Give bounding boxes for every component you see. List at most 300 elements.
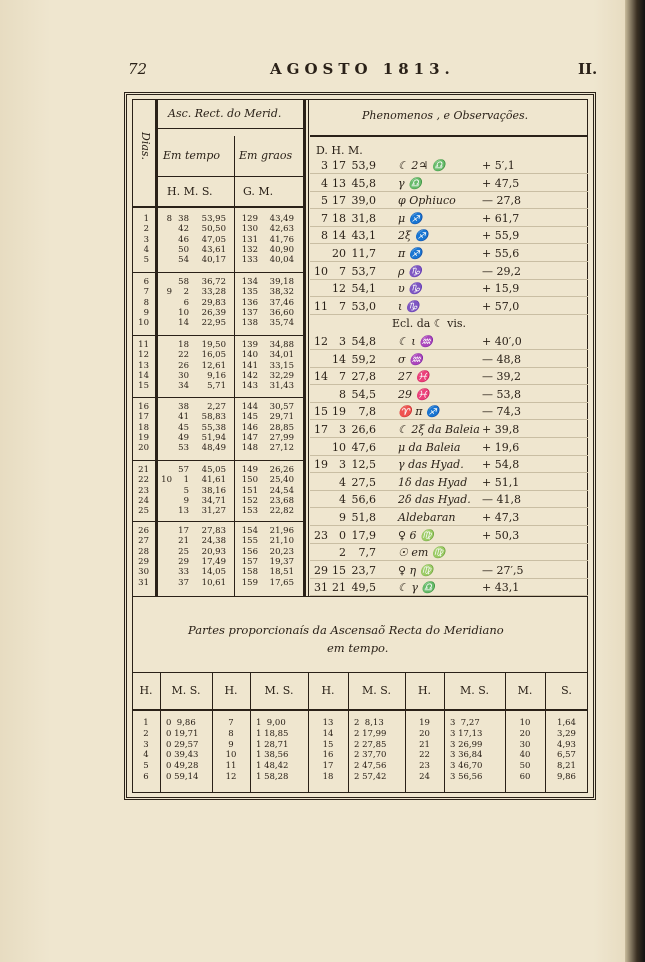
degree-minute-value: 27,12	[269, 443, 294, 454]
lower-ms-value: 1 18,85	[256, 728, 289, 739]
second-value: 41,61	[201, 475, 226, 486]
phen-description: ☾ γ ♎	[398, 581, 436, 595]
phen-hour: 9	[339, 511, 346, 524]
day-number: 3	[143, 234, 149, 245]
phen-description: ι ♑	[398, 299, 420, 313]
lower-index-value: 5	[143, 761, 149, 772]
degree-value: 136	[241, 297, 258, 308]
minute-value: 26	[178, 360, 189, 371]
lower-index-value: 1,64	[557, 718, 576, 728]
day-number: 16	[138, 402, 149, 412]
phen-minute: 27,8	[351, 370, 376, 384]
degree-value: 151	[241, 485, 258, 496]
phen-row-rule	[310, 314, 588, 315]
group-separator	[132, 460, 304, 461]
degree-value: 159	[241, 577, 258, 588]
second-value: 58,83	[201, 412, 226, 423]
minute-value: 53	[178, 443, 189, 454]
second-value: 22,95	[201, 318, 226, 329]
phen-minute: 49,5	[351, 581, 376, 595]
minute-value: 42	[178, 224, 189, 235]
degree-value: 148	[241, 443, 258, 454]
phen-hour: 4	[339, 475, 346, 489]
phen-description: φ Ophiuco	[398, 194, 456, 208]
degree-minute-value: 34,01	[269, 350, 294, 361]
lower-col-divider	[348, 672, 349, 793]
degree-value: 145	[241, 412, 258, 423]
lower-index-value: 3,29	[557, 728, 576, 739]
phen-value: — 53,8	[482, 387, 521, 401]
phen-description: ☾ 2ξ da Baleia	[398, 423, 480, 436]
day-number: 19	[138, 432, 149, 443]
degree-minute-value: 36,60	[269, 307, 294, 318]
phen-minute: 53,7	[351, 264, 376, 278]
degree-value: 147	[241, 432, 258, 443]
hour-value: 10	[161, 475, 172, 486]
phen-value: — 29,2	[482, 264, 521, 278]
lower-ms-value: 3 26,99	[450, 739, 483, 750]
phen-value: + 55,9	[482, 229, 520, 243]
degree-value: 139	[241, 340, 258, 350]
phen-minute: 54,1	[351, 282, 376, 296]
lower-ms-value: 2 8,13	[354, 718, 384, 728]
phen-day: 31	[314, 581, 328, 595]
phen-hour: 7	[339, 370, 346, 384]
second-value: 53,95	[201, 214, 226, 224]
second-value: 2,27	[207, 402, 226, 412]
phen-hour: 17	[332, 159, 346, 172]
minute-value: 49	[178, 432, 189, 443]
phen-value: — 27′,5	[482, 563, 524, 577]
degree-value: 140	[241, 350, 258, 361]
phen-minute: 23,7	[351, 563, 376, 577]
degree-minute-value: 40,90	[269, 244, 294, 255]
rule-hms-top	[157, 176, 303, 177]
minute-value: 46	[178, 234, 189, 245]
phen-description: μ ♐	[398, 211, 423, 225]
phen-description: ρ ♑	[398, 264, 422, 278]
divider-asc-phen	[303, 99, 306, 597]
degree-value: 130	[241, 224, 258, 235]
em-tempo-label: Em tempo	[163, 149, 220, 162]
lower-ms-value: 1 58,28	[256, 772, 289, 782]
lower-title-line2: em tempo.	[327, 641, 389, 655]
second-value: 19,50	[201, 340, 226, 350]
lower-col-header: M. S.	[264, 684, 294, 697]
lower-index-value: 13	[322, 718, 334, 728]
lower-index-value: 16	[322, 750, 334, 761]
dias-label: Dias.	[139, 132, 152, 161]
minute-value: 57	[178, 465, 189, 475]
degree-minute-value: 33,15	[269, 360, 294, 371]
phen-minute: 53,0	[351, 299, 376, 313]
minute-value: 25	[178, 546, 189, 557]
phen-value: + 51,1	[482, 475, 520, 489]
phen-description: Ecl. da ☾ vis.	[392, 317, 467, 331]
day-number: 25	[138, 506, 149, 517]
phen-description: ☾ ι ♒	[398, 335, 433, 348]
day-number: 11	[138, 340, 149, 350]
phen-minute: 27,5	[351, 475, 376, 489]
phen-day: 23	[314, 528, 328, 542]
lower-index-value: 15	[322, 739, 334, 750]
phen-day: 10	[314, 264, 328, 278]
lower-index-value: 9	[228, 739, 234, 750]
lower-ms-value: 3 36,84	[450, 750, 483, 761]
minute-value: 5	[183, 485, 189, 496]
second-value: 55,38	[201, 422, 226, 433]
group-separator	[132, 397, 304, 398]
degree-value: 154	[241, 526, 258, 536]
degree-minute-value: 28,85	[269, 422, 294, 433]
second-value: 10,61	[201, 577, 226, 588]
phen-minute: 43,1	[351, 229, 376, 243]
second-value: 40,17	[201, 255, 226, 266]
phen-row-rule	[310, 349, 588, 350]
page-title: AGOSTO 1813.	[270, 60, 455, 78]
degree-value: 135	[241, 287, 258, 298]
day-number: 14	[138, 370, 149, 381]
minute-value: 2	[183, 287, 189, 298]
phen-hour: 7	[339, 264, 346, 278]
second-value: 50,50	[201, 224, 226, 235]
lower-index-value: 9,86	[557, 772, 576, 782]
phen-hour: 3	[339, 335, 346, 348]
phen-hour: 10	[332, 440, 346, 454]
degree-minute-value: 22,82	[269, 506, 294, 517]
phen-minute: 17,9	[351, 528, 376, 542]
lower-ms-value: 2 27,85	[354, 739, 387, 750]
phen-row-rule	[310, 595, 588, 596]
phen-hour: 3	[339, 423, 346, 436]
day-number: 21	[138, 465, 149, 475]
degree-value: 131	[241, 234, 258, 245]
degree-minute-value: 21,10	[269, 536, 294, 547]
phen-hour: 13	[332, 176, 346, 190]
lower-ms-value: 0 49,28	[166, 761, 199, 772]
degree-minute-value: 24,54	[269, 485, 294, 496]
lower-ms-value: 1 38,56	[256, 750, 289, 761]
lower-index-value: 20	[519, 728, 531, 739]
phen-description: ♀ η ♍	[398, 563, 434, 577]
phen-description: γ ♎	[398, 176, 422, 190]
degree-value: 144	[241, 402, 258, 412]
degree-value: 132	[241, 244, 258, 255]
divider-days	[155, 99, 158, 597]
phen-hour: 12	[332, 282, 346, 296]
phen-day: 3	[321, 159, 328, 172]
phen-row-rule	[310, 367, 588, 368]
lower-ms-value: 0 59,14	[166, 772, 199, 782]
lower-ms-value: 3 7,27	[450, 718, 480, 728]
day-number: 6	[143, 277, 149, 287]
phen-day: 29	[314, 563, 328, 577]
lower-col-header: H.	[321, 684, 335, 697]
minute-value: 17	[178, 526, 189, 536]
degree-minute-value: 37,46	[269, 297, 294, 308]
dhm-label: D. H. M.	[316, 144, 363, 157]
day-number: 9	[143, 307, 149, 318]
phen-row-rule	[310, 490, 588, 491]
second-value: 24,38	[201, 536, 226, 547]
phen-minute: 56,6	[351, 493, 376, 507]
phen-description: 27 ♓	[398, 370, 430, 384]
minute-value: 50	[178, 244, 189, 255]
lower-index-value: 18	[322, 772, 334, 782]
phen-row-rule	[310, 472, 588, 473]
rule-phen-header	[310, 135, 588, 137]
divider-asc-phen-2	[308, 99, 309, 597]
lower-ms-value: 2 17,99	[354, 728, 387, 739]
phen-description: Aldebaran	[398, 511, 456, 524]
second-value: 12,61	[201, 360, 226, 371]
degree-minute-value: 21,96	[269, 526, 294, 536]
phen-value: + 47,3	[482, 511, 520, 524]
day-number: 4	[143, 244, 149, 255]
book-spine	[625, 0, 645, 962]
minute-value: 37	[178, 577, 189, 588]
phen-minute: 11,7	[351, 247, 376, 260]
phen-description: υ ♑	[398, 282, 422, 296]
phen-hour: 14	[332, 352, 346, 366]
degree-minute-value: 27,99	[269, 432, 294, 443]
lower-ms-value: 1 28,71	[256, 739, 289, 750]
header-right-mark: II.	[578, 60, 598, 78]
second-value: 43,61	[201, 244, 226, 255]
lower-col-header: H.	[417, 684, 432, 697]
lower-ms-value: 1 48,42	[256, 761, 289, 772]
degree-value: 134	[241, 277, 258, 287]
lower-index-value: 24	[419, 772, 430, 782]
second-value: 31,27	[201, 506, 226, 517]
minute-value: 18	[178, 340, 189, 350]
page-number: 72	[128, 60, 148, 78]
minute-value: 38	[178, 402, 189, 412]
group-separator	[132, 272, 304, 273]
lower-index-value: 50	[519, 761, 531, 772]
lower-ms-value: 0 29,57	[166, 739, 199, 750]
phen-day: 4	[321, 176, 328, 190]
group-separator	[132, 521, 304, 522]
lower-col-header: S.	[561, 684, 572, 697]
phen-value: — 41,8	[482, 493, 521, 507]
phen-description: 2ξ ♐	[398, 229, 429, 243]
degree-minute-value: 31,43	[269, 381, 294, 392]
lower-index-value: 12	[225, 772, 237, 782]
minute-value: 45	[178, 422, 189, 433]
lower-index-value: 4,93	[557, 739, 576, 750]
phen-value: — 74,3	[482, 405, 521, 419]
group-separator	[132, 335, 304, 336]
phen-description: ♈ π ♐	[398, 405, 440, 419]
hms-label: H. M. S.	[167, 185, 213, 198]
minute-value: 38	[178, 214, 189, 224]
day-number: 24	[138, 495, 149, 506]
lower-col-divider	[160, 672, 161, 793]
lower-col-header: M.	[517, 684, 533, 697]
phen-row-rule	[310, 296, 588, 297]
lower-ms-value: 1 9,00	[256, 718, 286, 728]
minute-value: 54	[178, 255, 189, 266]
degree-value: 141	[241, 360, 258, 371]
page-header	[0, 60, 645, 84]
phen-hour: 15	[332, 563, 346, 577]
lower-index-value: 10	[519, 718, 531, 728]
phen-minute: 59,2	[351, 352, 376, 366]
degree-value: 133	[241, 255, 258, 266]
phen-row-rule	[310, 578, 588, 579]
phen-value: — 48,8	[482, 352, 521, 366]
phen-minute: 7,7	[358, 546, 376, 560]
degree-value: 143	[241, 381, 258, 392]
phen-hour: 2	[339, 546, 346, 560]
phen-row-rule	[310, 191, 588, 192]
lower-index-value: 21	[419, 739, 430, 750]
second-value: 27,83	[201, 526, 226, 536]
phen-row-rule	[310, 402, 588, 403]
degree-minute-value: 18,51	[269, 567, 294, 578]
degree-value: 155	[241, 536, 258, 547]
minute-value: 34	[178, 381, 189, 392]
minute-value: 41	[178, 412, 189, 423]
lower-index-value: 4	[143, 750, 149, 761]
phen-minute: 12,5	[351, 458, 376, 472]
lower-index-value: 20	[419, 728, 430, 739]
minute-value: 14	[178, 318, 189, 329]
phen-day: 5	[321, 194, 328, 208]
phen-minute: 7,8	[358, 405, 376, 419]
rule-lower-header-top	[132, 672, 588, 673]
lower-index-value: 3	[143, 739, 149, 750]
phen-value: + 5′,1	[482, 159, 515, 172]
day-number: 26	[138, 526, 149, 536]
second-value: 29,83	[201, 297, 226, 308]
phen-value: + 57,0	[482, 299, 520, 313]
phen-value: + 39,8	[482, 423, 520, 436]
lower-ms-value: 2 47,56	[354, 761, 387, 772]
phen-day: 14	[314, 370, 328, 384]
phen-row-rule	[310, 226, 588, 227]
lower-ms-value: 0 9,86	[166, 718, 196, 728]
degree-minute-value: 38,32	[269, 287, 294, 298]
phen-description: μ da Baleia	[398, 440, 461, 454]
degree-minute-value: 30,57	[269, 402, 294, 412]
day-number: 12	[138, 350, 149, 361]
degree-value: 146	[241, 422, 258, 433]
minute-value: 30	[178, 370, 189, 381]
degree-value: 157	[241, 556, 258, 567]
degree-minute-value: 20,23	[269, 546, 294, 557]
degree-value: 152	[241, 495, 258, 506]
phen-hour: 19	[332, 405, 346, 419]
day-number: 13	[138, 360, 149, 371]
day-number: 31	[138, 577, 149, 588]
phen-row-rule	[310, 279, 588, 280]
phen-row-rule	[310, 455, 588, 456]
phen-hour: 17	[332, 194, 346, 208]
phen-row-rule	[310, 543, 588, 544]
phen-description: 1δ das Hyad	[398, 475, 468, 489]
degree-value: 137	[241, 307, 258, 318]
degree-minute-value: 43,49	[269, 214, 294, 224]
second-value: 51,94	[201, 432, 226, 443]
phen-description: γ das Hyad.	[398, 458, 464, 472]
lower-index-value: 14	[322, 728, 334, 739]
phen-day: 19	[314, 458, 328, 472]
degree-minute-value: 19,37	[269, 556, 294, 567]
phen-row-rule	[310, 525, 588, 526]
day-number: 17	[138, 412, 149, 423]
phen-description: 2δ das Hyad.	[398, 493, 471, 507]
degree-minute-value: 39,18	[269, 277, 294, 287]
lower-index-value: 10	[225, 750, 237, 761]
lower-index-value: 8	[228, 728, 234, 739]
lower-col-header: M. S.	[460, 684, 489, 697]
degree-minute-value: 42,63	[269, 224, 294, 235]
phen-hour: 21	[332, 581, 346, 595]
phen-description: ☾ 2♃ ♎	[398, 159, 446, 172]
phen-row-rule	[310, 384, 588, 385]
phen-value: + 54,8	[482, 458, 520, 472]
hour-value: 9	[166, 287, 172, 298]
lower-col-header: M. S.	[171, 684, 201, 697]
phen-description: σ ♒	[398, 352, 423, 366]
second-value: 45,05	[201, 465, 226, 475]
degree-minute-value: 25,40	[269, 475, 294, 486]
phen-value: — 39,2	[482, 370, 521, 384]
second-value: 47,05	[201, 234, 226, 245]
lower-index-value: 22	[419, 750, 430, 761]
phen-value: — 27,8	[482, 194, 521, 208]
day-number: 5	[143, 255, 149, 266]
phen-row-rule	[310, 437, 588, 438]
phen-day: 12	[314, 335, 328, 348]
lower-index-value: 30	[519, 739, 531, 750]
second-value: 17,49	[201, 556, 226, 567]
phen-value: + 55,6	[482, 247, 520, 260]
phen-description: π ♐	[398, 247, 423, 260]
minute-value: 33	[178, 567, 189, 578]
second-value: 14,05	[201, 567, 226, 578]
degree-minute-value: 26,26	[269, 465, 294, 475]
lower-index-value: 8,21	[557, 761, 576, 772]
degree-minute-value: 32,29	[269, 370, 294, 381]
lower-col-header: H.	[224, 684, 238, 697]
degree-value: 142	[241, 370, 258, 381]
phen-value: + 47,5	[482, 176, 520, 190]
degree-value: 149	[241, 465, 258, 475]
minute-value: 58	[178, 277, 189, 287]
degree-minute-value: 35,74	[269, 318, 294, 329]
phen-hour: 3	[339, 458, 346, 472]
minute-value: 9	[183, 495, 189, 506]
lower-index-value: 19	[419, 718, 430, 728]
phen-minute: 54,5	[351, 387, 376, 401]
lower-index-value: 17	[322, 761, 334, 772]
day-number: 15	[138, 381, 149, 392]
phen-description: 29 ♓	[398, 387, 430, 401]
lower-index-value: 6,57	[557, 750, 576, 761]
degree-minute-value: 29,71	[269, 412, 294, 423]
phen-row-rule	[310, 208, 588, 209]
phen-row-rule	[310, 173, 588, 174]
phen-hour: 8	[339, 387, 346, 401]
lower-ms-value: 3 56,56	[450, 772, 483, 782]
phen-description: ♀ 6 ♍	[398, 528, 434, 542]
lower-ms-value: 0 39,43	[166, 750, 199, 761]
lower-index-value: 7	[228, 718, 234, 728]
lower-ms-value: 2 37,70	[354, 750, 387, 761]
